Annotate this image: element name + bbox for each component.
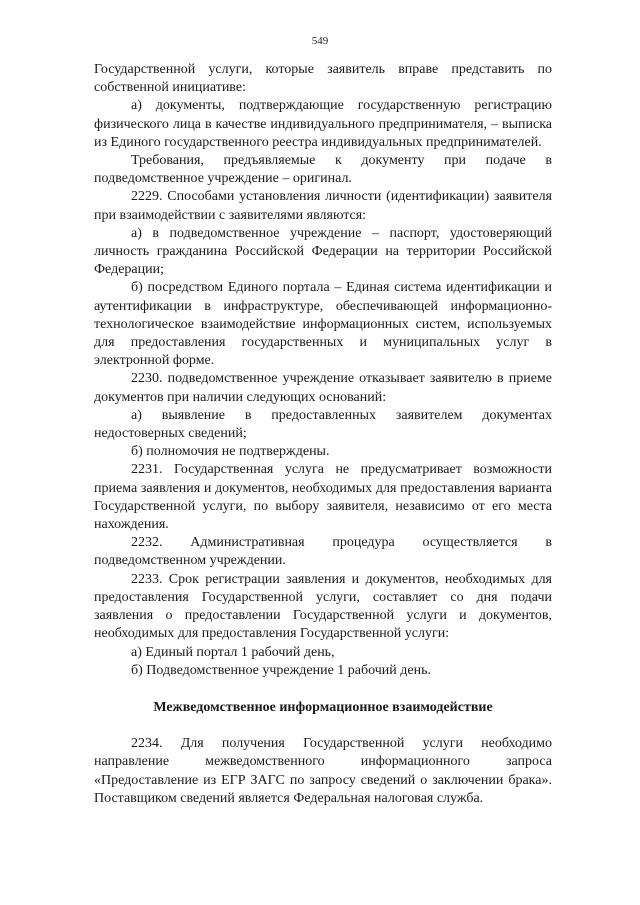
document-body bbox=[94, 61, 552, 808]
section-heading: Межведомственное информационное взаимодействие bbox=[153, 699, 493, 715]
paragraph: б) Подведомственное учреждение 1 рабочий день. bbox=[131, 662, 432, 678]
paragraph: Государственной услуги, которые заявитель вправе представить по собственной инициативе: bbox=[94, 62, 552, 96]
paragraph: а) в подведомственное учреждение – паспорт, удостоверяющий личность гражданина Российской Федерации на территории Российской Федерации; bbox=[94, 225, 552, 278]
paragraph: Требования, предъявляемые к документу при подаче в подведомственное учреждение – оригинал. bbox=[94, 153, 552, 187]
paragraph: 2230. подведомственное учреждение отказывает заявителю в приеме документов при наличии следующих оснований: bbox=[94, 371, 552, 405]
page-number: 549 bbox=[311, 35, 329, 47]
paragraph: а) документы, подтверждающие государственную регистрацию физического лица в качестве индивидуального предпринимателя, – выписка из Единого государственного реестра индивидуальных предпринимателей. bbox=[94, 98, 552, 150]
paragraph: 2231. Государственная услуга не предусматривает возможности приема заявления и документов, необходимых для предоставления варианта Государственной услуги, по выбору заявителя, независимо от его места нахождения. bbox=[94, 462, 552, 533]
paragraph: б) посредством Единого портала – Единая система идентификации и аутентификации в инфраструктуре, обеспечивающей информационно-технологическое взаимодействие информационных систем, используемых для предоставления государственных и муниципальных услуг в электронной форме. bbox=[94, 280, 552, 369]
paragraph: 2234. Для получения Государственной услуги необходимо направление межведомственного информационного запроса «Предоставление из ЕГР ЗАГС по запросу сведений о заключении брака». Поставщиком сведений является Федеральная налоговая служба. bbox=[94, 736, 552, 806]
paragraph: 2229. Способами установления личности (идентификации) заявителя при взаимодействии с заявителями являются: bbox=[94, 189, 552, 223]
paragraph: б) полномочия не подтверждены. bbox=[131, 444, 330, 460]
paragraph: 2233. Срок регистрации заявления и документов, необходимых для предоставления Государственной услуги, составляет со дня подачи заявления о предоставлении Государственной услуги и документов, необходимых для предоставления Государственной услуги: bbox=[94, 571, 552, 642]
paragraph: а) Единый портал 1 рабочий день, bbox=[131, 644, 335, 660]
paragraph: а) выявление в предоставленных заявителем документах недостоверных сведений; bbox=[94, 407, 552, 442]
paragraph: 2232. Административная процедура осуществляется в подведомственном учреждении. bbox=[94, 535, 552, 569]
